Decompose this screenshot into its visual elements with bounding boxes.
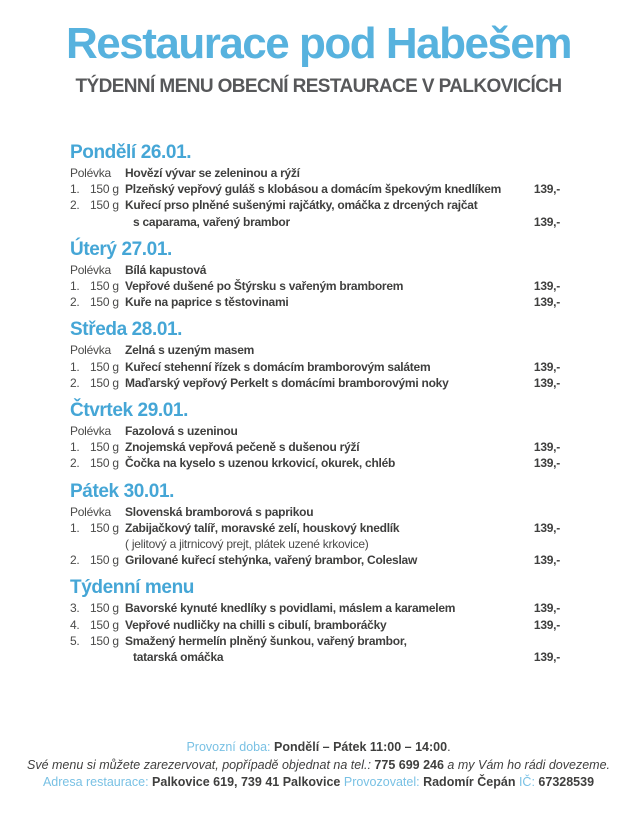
price-cell xyxy=(516,197,560,213)
item-weight: 150 g xyxy=(90,633,119,648)
menu-item-row xyxy=(70,181,560,197)
item-number: 4. xyxy=(70,617,80,632)
item-number: 2. xyxy=(70,198,80,213)
item-name: Čočka na kyselo s uzenou krkovicí, okurek, chléb xyxy=(125,456,396,471)
address-line xyxy=(0,774,637,792)
soup-label: Polévka xyxy=(70,262,111,277)
item-price: 139,- xyxy=(533,182,560,197)
opening-hours-label: Provozní doba: xyxy=(186,740,271,754)
soup-row xyxy=(70,165,560,181)
item-price: 139,- xyxy=(533,375,560,390)
item-price: 139,- xyxy=(533,359,560,374)
menu-section-tuesday xyxy=(70,239,560,311)
reservation-text-suffix: a my Vám ho rádi dovezeme. xyxy=(447,757,610,772)
item-number: 1. xyxy=(70,520,80,535)
item-weight: 150 g xyxy=(90,198,119,213)
soup-name: Bílá kapustová xyxy=(125,262,207,277)
item-note: ( jelitový a jitrnicový prejt, plátek uzené krkovice) xyxy=(125,537,369,552)
soup-name: Fazolová s uzeninou xyxy=(125,424,238,439)
menu-item-row xyxy=(70,455,560,471)
day-heading: Středa 28.01. xyxy=(70,319,183,341)
item-price: 139,- xyxy=(533,617,560,632)
menu-item-row xyxy=(70,600,560,616)
company-id-value: 67328539 xyxy=(538,775,595,789)
item-weight: 150 g xyxy=(90,279,119,294)
menu-item-row xyxy=(70,617,560,633)
item-number: 1. xyxy=(70,279,80,294)
menu-section-thursday xyxy=(70,400,560,472)
footer xyxy=(0,739,637,792)
price-cell xyxy=(516,165,560,181)
item-name: Plzeňský vepřový guláš s klobásou a domácím špekovým knedlíkem xyxy=(125,182,501,197)
item-name: Maďarský vepřový Perkelt s domácími bramborovými noky xyxy=(125,375,449,390)
operator-value: Radomír Čepán xyxy=(423,775,516,789)
menu-item-row xyxy=(70,294,560,310)
item-number: 2. xyxy=(70,456,80,471)
day-heading: Pátek 30.01. xyxy=(70,480,175,502)
item-weight: 150 g xyxy=(90,617,119,632)
item-name: Zabijačkový talíř, moravské zelí, houskový knedlík xyxy=(125,520,400,535)
item-name: Vepřové nudličky na chilli s cibulí, bramboráčky xyxy=(125,617,387,632)
soup-name: Slovenská bramborová s paprikou xyxy=(125,504,314,519)
soup-row xyxy=(70,342,560,358)
item-price: 139,- xyxy=(533,295,560,310)
item-name: Znojemská vepřová pečeně s dušenou rýží xyxy=(125,440,360,455)
soup-name: Zelná s uzeným masem xyxy=(125,343,255,358)
soup-label: Polévka xyxy=(70,424,111,439)
soup-label: Polévka xyxy=(70,504,111,519)
menu-item-row xyxy=(70,375,560,391)
menu-item-row xyxy=(70,197,560,213)
menu-item-row xyxy=(70,552,560,568)
menu-body xyxy=(70,142,560,674)
item-name: Kuřecí prso plněné sušenými rajčátky, omáčka z drcených rajčat xyxy=(125,198,478,213)
menu-item-continuation-row xyxy=(70,649,560,665)
opening-hours-line xyxy=(0,739,637,757)
operator-label: Provozovatel: xyxy=(343,775,420,789)
item-price: 139,- xyxy=(533,214,560,229)
item-name-line2: s caparama, vařený brambor xyxy=(133,214,290,229)
company-id-label: IČ: xyxy=(518,775,535,789)
item-weight: 150 g xyxy=(90,456,119,471)
menu-section-monday xyxy=(70,142,560,230)
weekly-heading: Týdenní menu xyxy=(70,577,194,599)
item-price: 139,- xyxy=(533,601,560,616)
item-price: 139,- xyxy=(533,440,560,455)
item-number: 2. xyxy=(70,553,80,568)
menu-item-continuation-row xyxy=(70,214,560,230)
day-heading: Úterý 27.01. xyxy=(70,238,172,260)
header xyxy=(0,20,637,98)
item-number: 1. xyxy=(70,182,80,197)
menu-section-weekly xyxy=(70,577,560,665)
item-weight: 150 g xyxy=(90,359,119,374)
address-value: Palkovice 619, 739 41 Palkovice xyxy=(152,775,341,789)
soup-label: Polévka xyxy=(70,166,111,180)
item-price: 139,- xyxy=(533,553,560,568)
item-weight: 150 g xyxy=(90,440,119,455)
period: . xyxy=(447,740,451,754)
soup-name: Hovězí vývar se zeleninou a rýží xyxy=(125,166,300,180)
item-weight: 150 g xyxy=(90,295,119,310)
soup-row xyxy=(70,262,560,278)
item-weight: 150 g xyxy=(90,375,119,390)
item-name: Kuřecí stehenní řízek s domácím bramborovým salátem xyxy=(125,359,431,374)
item-weight: 150 g xyxy=(90,182,119,197)
item-number: 2. xyxy=(70,375,80,390)
menu-section-wednesday xyxy=(70,319,560,391)
item-name-line2: tatarská omáčka xyxy=(133,650,224,665)
item-price: 139,- xyxy=(533,456,560,471)
menu-section-friday xyxy=(70,481,560,569)
menu-item-row xyxy=(70,520,560,536)
item-name: Smažený hermelín plněný šunkou, vařený brambor, xyxy=(125,633,407,648)
menu-item-row xyxy=(70,359,560,375)
restaurant-title: Restaurace pod Habešem xyxy=(66,19,571,68)
menu-item-continuation-row xyxy=(70,536,560,552)
item-price: 139,- xyxy=(533,650,560,665)
reservation-line xyxy=(0,757,637,775)
item-price: 139,- xyxy=(533,520,560,535)
menu-item-row xyxy=(70,278,560,294)
menu-item-row xyxy=(70,439,560,455)
opening-hours-value: Pondělí – Pátek 11:00 – 14:00 xyxy=(274,740,448,754)
item-name: Bavorské kynuté knedlíky s povidlami, máslem a karamelem xyxy=(125,601,456,616)
reservation-text-prefix: Své menu si můžete zarezervovat, popřípadě objednat na tel.: xyxy=(26,757,371,772)
item-weight: 150 g xyxy=(90,601,119,616)
item-name: Vepřové dušené po Štýrsku s vařeným bramborem xyxy=(125,279,404,294)
soup-row xyxy=(70,423,560,439)
phone-number: 775 699 246 xyxy=(374,757,444,772)
item-number: 1. xyxy=(70,440,80,455)
item-number: 5. xyxy=(70,633,80,648)
soup-label: Polévka xyxy=(70,343,111,358)
soup-row xyxy=(70,504,560,520)
item-weight: 150 g xyxy=(90,520,119,535)
item-price: 139,- xyxy=(533,279,560,294)
item-name: Grilované kuřecí stehýnka, vařený brambor, Coleslaw xyxy=(125,553,418,568)
item-number: 3. xyxy=(70,601,80,616)
item-number: 2. xyxy=(70,295,80,310)
item-name: Kuře na paprice s těstovinami xyxy=(125,295,289,310)
address-label: Adresa restaurace: xyxy=(42,775,149,789)
day-heading: Pondělí 26.01. xyxy=(70,142,192,163)
item-weight: 150 g xyxy=(90,553,119,568)
menu-item-row xyxy=(70,633,560,649)
item-number: 1. xyxy=(70,359,80,374)
day-heading: Čtvrtek 29.01. xyxy=(70,400,188,422)
menu-subtitle: TÝDENNÍ MENU OBECNÍ RESTAURACE V PALKOVICÍCH xyxy=(75,76,562,97)
